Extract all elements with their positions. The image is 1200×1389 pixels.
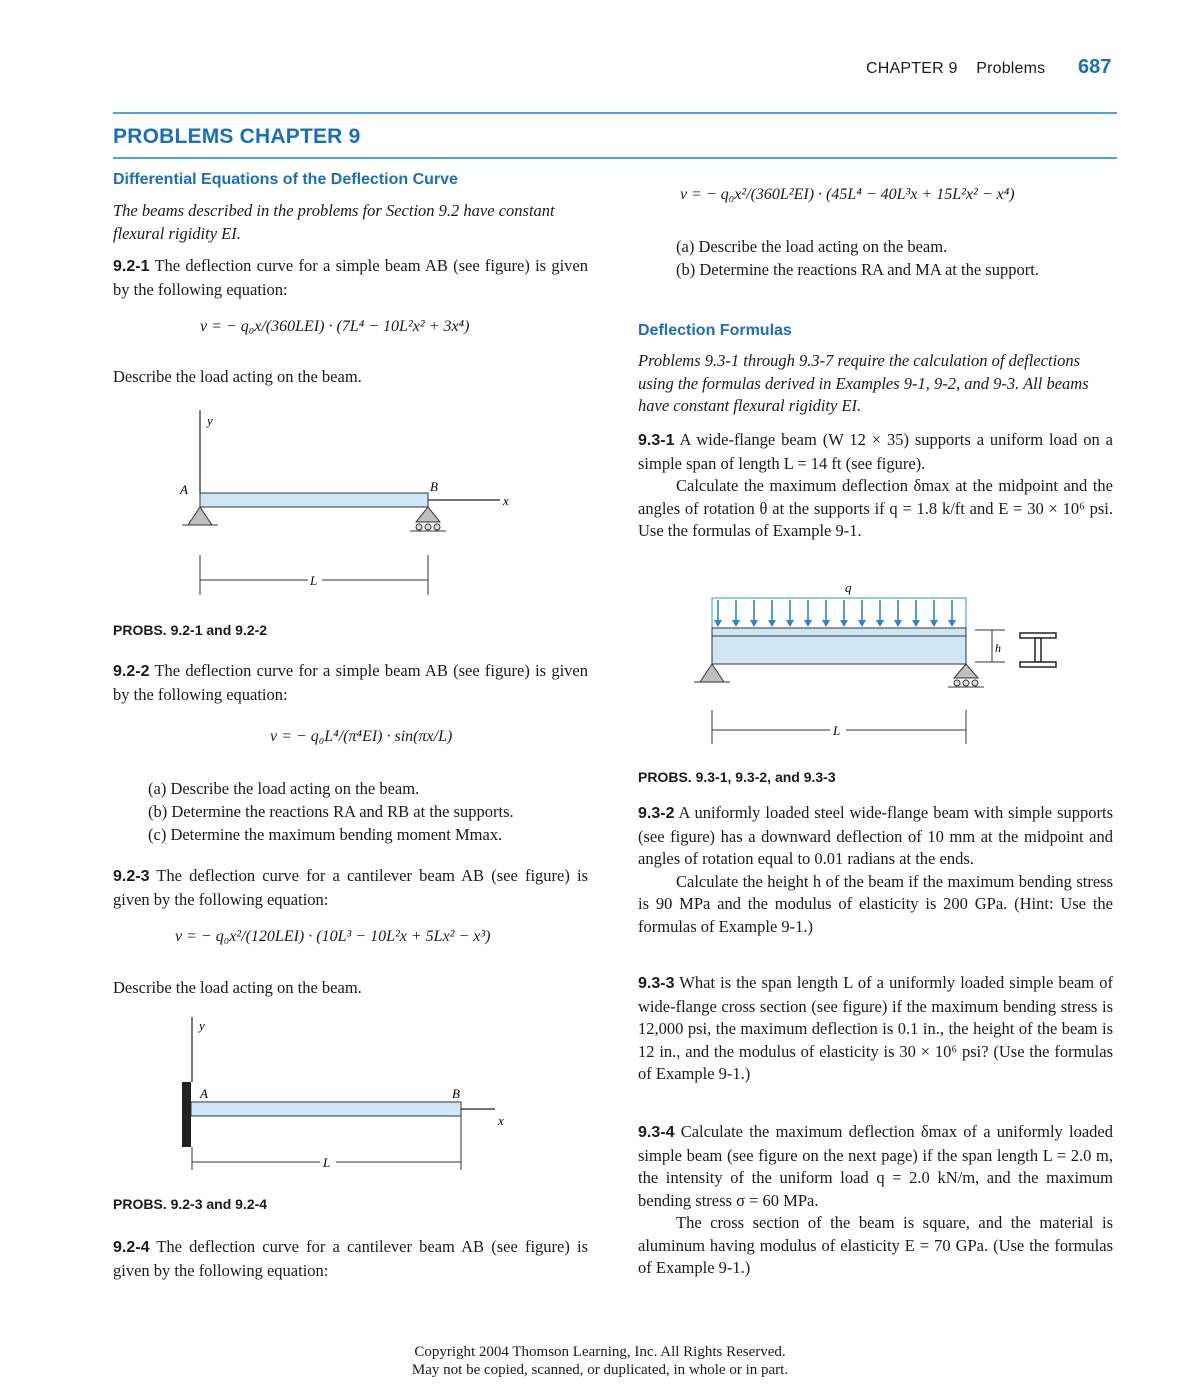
load-arrow-head: [804, 620, 812, 627]
problem-text: A uniformly loaded steel wide-flange beam with simple supports (see figure) has a downward deflection of 10 mm at the midpoint and angles of rotation equal to 0.01 radians at the ends.: [638, 803, 1113, 868]
beam: [191, 1102, 461, 1116]
problem-9-2-1: [113, 255, 588, 301]
beam: [200, 493, 428, 507]
load-block: [712, 598, 966, 628]
roller-wheel: [972, 680, 978, 686]
chapter-label: CHAPTER 9: [866, 60, 958, 77]
span-label: L: [323, 1155, 331, 1170]
load-arrow-head: [714, 620, 722, 627]
beam-web: [712, 636, 966, 664]
task-9-2-2-b: (b) Determine the reactions RA and RB at the supports.: [148, 802, 514, 821]
load-arrow-head: [840, 620, 848, 627]
problem-text: Calculate the maximum deflection δmax of a uniformly loaded simple beam (see figure on the next page) if the span length L = 2.0 m, the intensity of the uniform load q = 2.0 kN/m, and the maximum bending stress σ = 60 MPa.: [638, 1122, 1113, 1210]
load-arrow-head: [858, 620, 866, 627]
load-arrow-head: [732, 620, 740, 627]
problem-number: 9.3-1: [638, 432, 675, 449]
equation-9-2-4: v = − q₀x²/(360L²EI) · (45L⁴ − 40L³x + 15L²x² − x⁴): [680, 186, 1015, 203]
roller-wheel: [416, 524, 422, 530]
problem-9-3-4: [638, 1121, 1113, 1280]
copyright-line-2: May not be copied, scanned, or duplicated, in whole or in part.: [411, 1362, 789, 1378]
section-intro-9-2: The beams described in the problems for Section 9.2 have constant flexural rigidity EI.: [113, 201, 555, 243]
top-rule: [113, 112, 1117, 114]
task-9-2-2-a: (a) Describe the load acting on the beam.: [148, 779, 420, 798]
figure-cantilever-beam: [170, 1012, 520, 1177]
equation-9-2-1: v = − q₀x/(360LEI) · (7L⁴ − 10L²x² + 3x⁴): [200, 318, 470, 335]
problem-text-2: The cross section of the beam is square, and the material is aluminum having modulus of elasticity E = 70 GPa. (Use the formulas of Example 9-1.): [638, 1213, 1113, 1277]
problem-text: A wide-flange beam (W 12 × 35) supports a uniform load on a simple span of length L = 14 ft (see figure).: [638, 430, 1114, 473]
problem-text: What is the span length L of a uniformly loaded simple beam of wide-flange cross section (see figure) if the maximum bending stress is 12,000 psi, the maximum deflection is 0.1 in., the height of the beam is 12 in., and the modulus of elasticity is 30 × 10⁶ psi? (Use the formulas of Example 9-1.): [638, 973, 1114, 1083]
x-axis-label: x: [503, 493, 509, 508]
load-label-q: q: [845, 580, 852, 595]
pin-support: [700, 664, 724, 682]
equation-9-2-2: v = − q₀L⁴/(π⁴EI) · sin(πx/L): [270, 728, 453, 745]
task-9-2-3: Describe the load acting on the beam.: [113, 978, 362, 997]
load-arrow-head: [930, 620, 938, 627]
running-header: [866, 60, 1045, 78]
height-label: h: [995, 641, 1001, 655]
figure-caption-9-3-1: PROBS. 9.3-1, 9.3-2, and 9.3-3: [638, 769, 836, 785]
problem-9-2-2: [113, 660, 588, 706]
page-title: PROBLEMS CHAPTER 9: [113, 125, 361, 148]
label-a: A: [180, 482, 188, 497]
beam-top-flange: [712, 628, 966, 636]
load-arrow-head: [948, 620, 956, 627]
label-a: A: [200, 1086, 208, 1101]
roller-support: [954, 664, 978, 678]
span-label: L: [833, 723, 841, 738]
problem-9-3-2: [638, 802, 1113, 938]
roller-wheel: [434, 524, 440, 530]
problem-number: 9.2-4: [113, 1239, 150, 1256]
section-heading-9-2: Differential Equations of the Deflection Curve: [113, 171, 458, 188]
y-axis-label: y: [207, 413, 213, 428]
task-9-2-4-a: (a) Describe the load acting on the beam.: [676, 237, 948, 256]
problem-number: 9.3-2: [638, 805, 675, 822]
problem-9-3-1: [638, 429, 1113, 543]
roller-wheel: [954, 680, 960, 686]
page-number: 687: [1078, 56, 1112, 78]
task-9-2-1: Describe the load acting on the beam.: [113, 367, 362, 386]
roller-wheel: [963, 680, 969, 686]
section-bottom-flange: [1020, 662, 1056, 667]
span-label: L: [310, 573, 318, 588]
problem-9-2-4: [113, 1236, 588, 1282]
problem-text-2: Calculate the height h of the beam if the maximum bending stress is 90 MPa and the modulus of elasticity is 200 GPa. (Hint: Use the formulas of Example 9-1.): [638, 871, 1113, 936]
figure-caption-9-2-1: PROBS. 9.2-1 and 9.2-2: [113, 622, 268, 638]
problem-number: 9.3-4: [638, 1124, 675, 1141]
equation-9-2-3: v = − q₀x²/(120LEI) · (10L³ − 10L²x + 5Lx² − x³): [175, 928, 491, 945]
load-arrow-head: [912, 620, 920, 627]
problem-text: The deflection curve for a simple beam AB (see figure) is given by the following equation:: [113, 256, 588, 299]
problem-number: 9.3-3: [638, 975, 675, 992]
figure-simple-beam: [160, 405, 509, 605]
problem-text: The deflection curve for a cantilever beam AB (see figure) is given by the following equation:: [113, 1237, 589, 1280]
load-arrow-head: [822, 620, 830, 627]
y-axis-label: y: [199, 1018, 205, 1033]
figure-caption-9-2-3: PROBS. 9.2-3 and 9.2-4: [113, 1196, 268, 1212]
label-b: B: [430, 479, 438, 494]
section-heading-9-3: Deflection Formulas: [638, 322, 792, 339]
problem-9-2-3: [113, 865, 588, 911]
problem-text-2: Calculate the maximum deflection δmax at the midpoint and the angles of rotation θ at the supports if q = 1.8 k/ft and E = 30 × 10⁶ psi. Use the formulas of Example 9-1.: [638, 476, 1113, 540]
problem-number: 9.2-3: [113, 868, 150, 885]
load-arrows: [714, 600, 956, 627]
load-arrow-head: [876, 620, 884, 627]
roller-wheel: [425, 524, 431, 530]
x-axis-label: x: [498, 1113, 504, 1128]
problem-9-3-3: [638, 972, 1113, 1086]
section-web: [1035, 638, 1041, 662]
task-9-2-2-c: (c) Determine the maximum bending moment Mmax.: [148, 825, 503, 844]
load-arrow-head: [786, 620, 794, 627]
load-arrow-head: [894, 620, 902, 627]
task-9-2-4-b: (b) Determine the reactions RA and MA at the support.: [676, 260, 1039, 279]
copyright-notice: [300, 1343, 900, 1379]
load-arrow-head: [750, 620, 758, 627]
figure-uniform-load-beam: [680, 578, 1070, 748]
title-rule: [113, 157, 1117, 159]
section-label: Problems: [976, 60, 1046, 77]
problem-number: 9.2-1: [113, 258, 150, 275]
fixed-wall: [182, 1082, 191, 1147]
copyright-line-1: Copyright 2004 Thomson Learning, Inc. All Rights Reserved.: [414, 1344, 786, 1360]
pin-support-a: [188, 507, 212, 525]
section-intro-9-3: Problems 9.3-1 through 9.3-7 require the calculation of deflections using the formulas derived in Examples 9-1, 9-2, and 9-3. All beams have constant flexural rigidity EI.: [638, 351, 1089, 415]
load-arrow-head: [768, 620, 776, 627]
problem-number: 9.2-2: [113, 663, 150, 680]
label-b: B: [452, 1086, 460, 1101]
roller-support-b: [416, 507, 440, 522]
problem-text: The deflection curve for a cantilever beam AB (see figure) is given by the following equation:: [113, 866, 589, 909]
problem-text: The deflection curve for a simple beam AB (see figure) is given by the following equation:: [113, 661, 588, 704]
